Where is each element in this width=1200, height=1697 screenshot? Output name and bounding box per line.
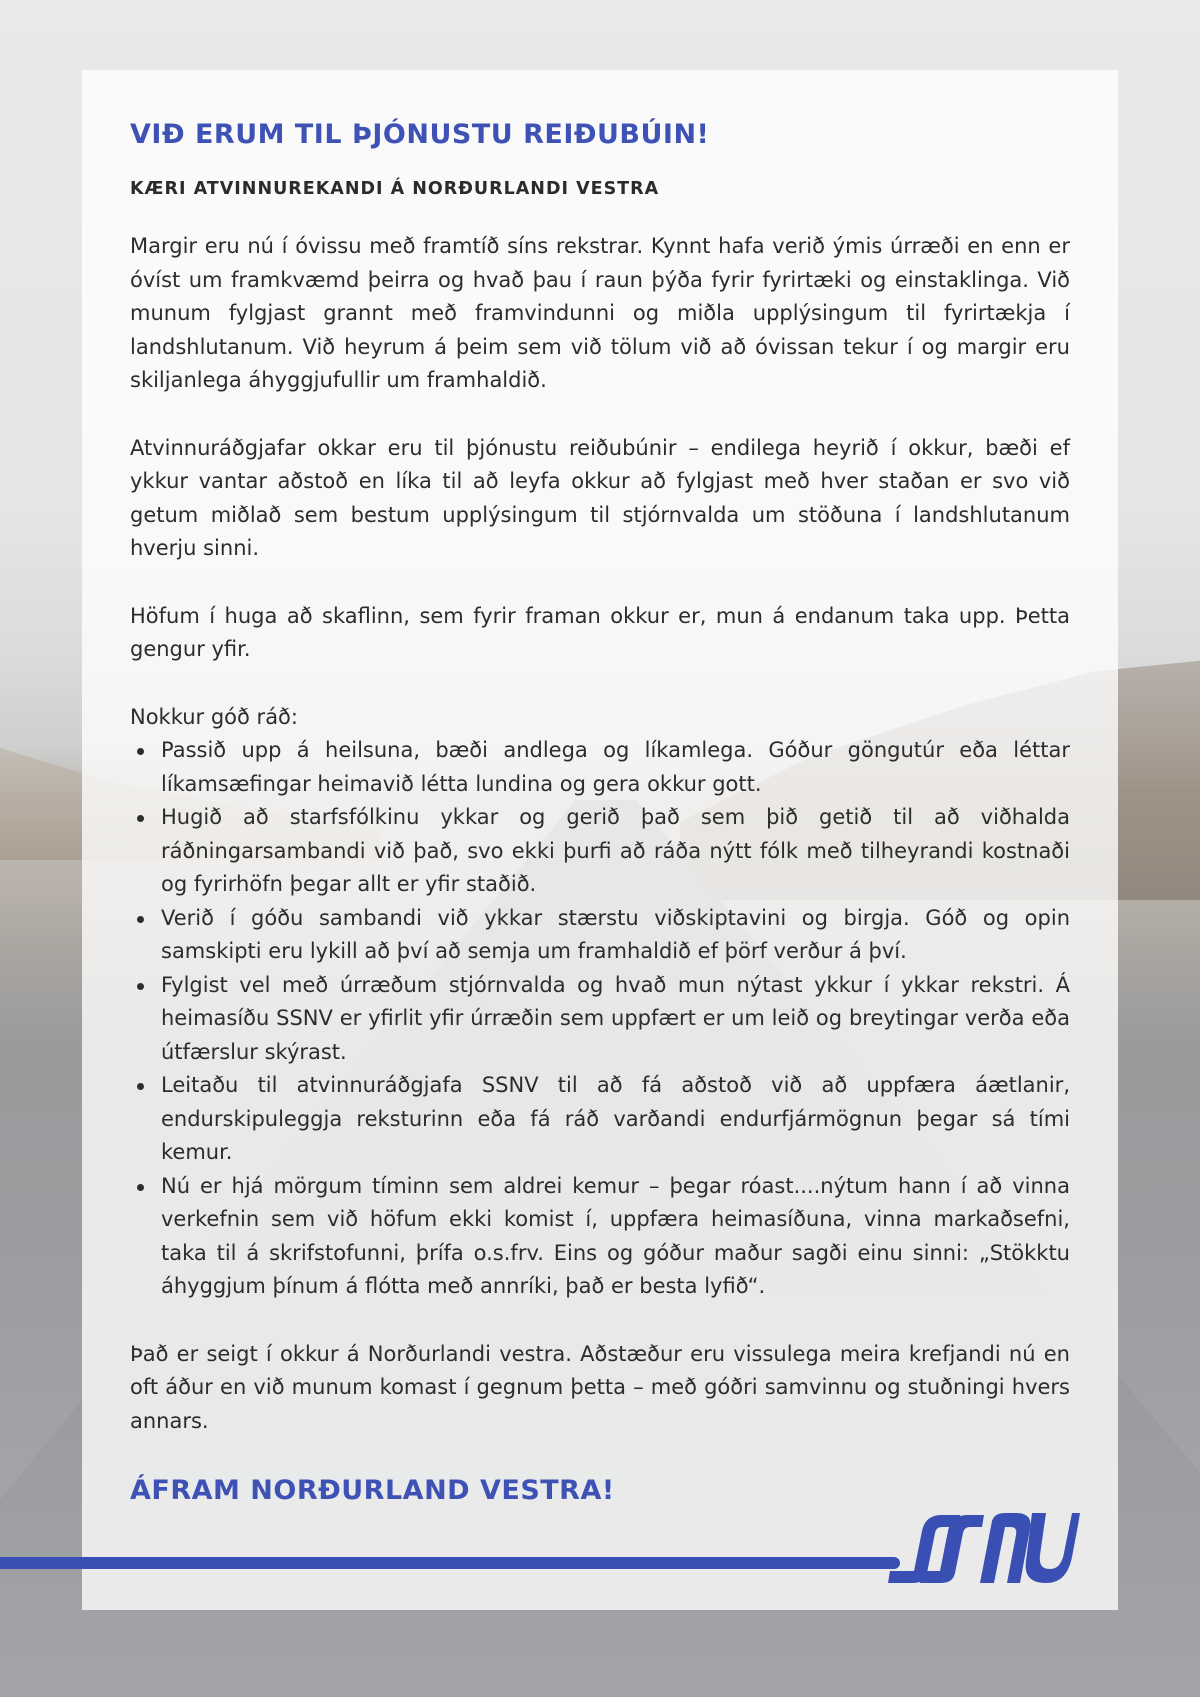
paragraph-1: Margir eru nú í óvissu með framtíð síns rekstrar. Kynnt hafa verið ýmis úrræði en enn er óvíst um framkvæmd þeirra og hvað þau í raun þýða fyrir fyrirtæki og einstaklinga. Við munum fylgjast grannt með framvindunni og miðla upplýsingum til fyrirtækja í landshlutanum. Við heyrum á þeim sem við tölum við að óvissan tekur í og margir eru skiljanlega áhyggjufullir um framhaldið. xyxy=(130,234,1070,392)
paragraph-2: Atvinnuráðgjafar okkar eru til þjónustu reiðubúnir – endilega heyrið í okkur, bæði ef ykkur vantar aðstoð en líka til að leyfa okkur að fylgjast með hver staðan er svo við getum miðlað sem bestum upplýsingum til stjórnvalda um stöðuna í landshlutanum hverju sinni. xyxy=(130,435,1070,560)
bullet-icon xyxy=(137,1083,144,1090)
bullet-icon xyxy=(137,916,144,923)
tip-item-6 xyxy=(130,1170,1070,1304)
tip-item-3 xyxy=(130,902,1070,969)
page-title: VIÐ ERUM TIL ÞJÓNUSTU REIÐUBÚIN! xyxy=(130,119,710,150)
tips-intro: Nokkur góð ráð: xyxy=(130,704,298,729)
tip-text: Fylgist vel með úrræðum stjórnvalda og hvað mun nýtast ykkur í ykkar rekstri. Á heimasíðu SSNV er yfirlit yfir úrræðin sem uppfært er um leið og breytingar verða eða útfærslur skýrast. xyxy=(161,972,1070,1064)
tip-text: Nú er hjá mörgum tíminn sem aldrei kemur – þegar róast....nýtum hann í að vinna verkefnin sem við höfum ekki komist í, uppfæra heimasíðuna, vinna markaðsefni, taka til á skrifstofunni, þrífa o.s.frv. Eins og góður maður sagði einu sinni: „Stökktu áhyggjum þínum á flótta með annríki, það er besta lyfið“. xyxy=(161,1173,1070,1298)
tips-list xyxy=(130,734,1070,1304)
tip-text: Passið upp á heilsuna, bæði andlega og líkamlega. Góður göngutúr eða léttar líkamsæfingar heimavið létta lundina og gera okkur gott. xyxy=(161,738,1070,796)
tip-item-4 xyxy=(130,969,1070,1070)
closing-title: ÁFRAM NORÐURLAND VESTRA! xyxy=(130,1475,615,1506)
brand-swoosh-line xyxy=(0,1557,900,1569)
paragraph-3: Höfum í huga að skaflinn, sem fyrir framan okkur er, mun á endanum taka upp. Þetta gengur yfir. xyxy=(130,603,1070,661)
bullet-icon xyxy=(137,983,144,990)
tip-item-1 xyxy=(130,734,1070,801)
bullet-icon xyxy=(137,748,144,755)
tip-text: Verið í góðu sambandi við ykkar stærstu viðskiptavini og birgja. Góð og opin samskipti eru lykill að því að semja um framhaldið ef þörf verður á því. xyxy=(161,905,1070,963)
bullet-icon xyxy=(137,1184,144,1191)
ssnv-logo xyxy=(880,1505,1080,1585)
letter-salutation: KÆRI ATVINNUREKANDI Á NORÐURLANDI VESTRA xyxy=(130,179,660,199)
letter-content xyxy=(130,118,1070,1508)
logo-n-shape xyxy=(980,1513,1030,1583)
closing-paragraph: Það er seigt í okkur á Norðurlandi vestra. Aðstæður eru vissulega meira krefjandi nú en oft áður en við munum komast í gegnum þetta – með góðri samvinnu og stuðningi hvers annars. xyxy=(130,1341,1070,1433)
tip-item-2 xyxy=(130,801,1070,902)
tip-text: Leitaðu til atvinnuráðgjafa SSNV til að fá aðstoð við að uppfæra áætlanir, endurskipuleggja reksturinn eða fá ráð varðandi endurfjármögnun þegar sá tími kemur. xyxy=(161,1073,1070,1164)
logo-v-shape xyxy=(1026,1513,1080,1583)
tip-item-5 xyxy=(130,1069,1070,1170)
bullet-icon xyxy=(137,815,144,822)
tip-text: Hugið að starfsfólkinu ykkar og gerið það sem þið getið til að viðhalda ráðningarsambandi við það, svo ekki þurfi að ráða nýtt fólk með tilheyrandi kostnaði og fyrirhöfn þegar allt er yfir staðið. xyxy=(161,805,1070,896)
